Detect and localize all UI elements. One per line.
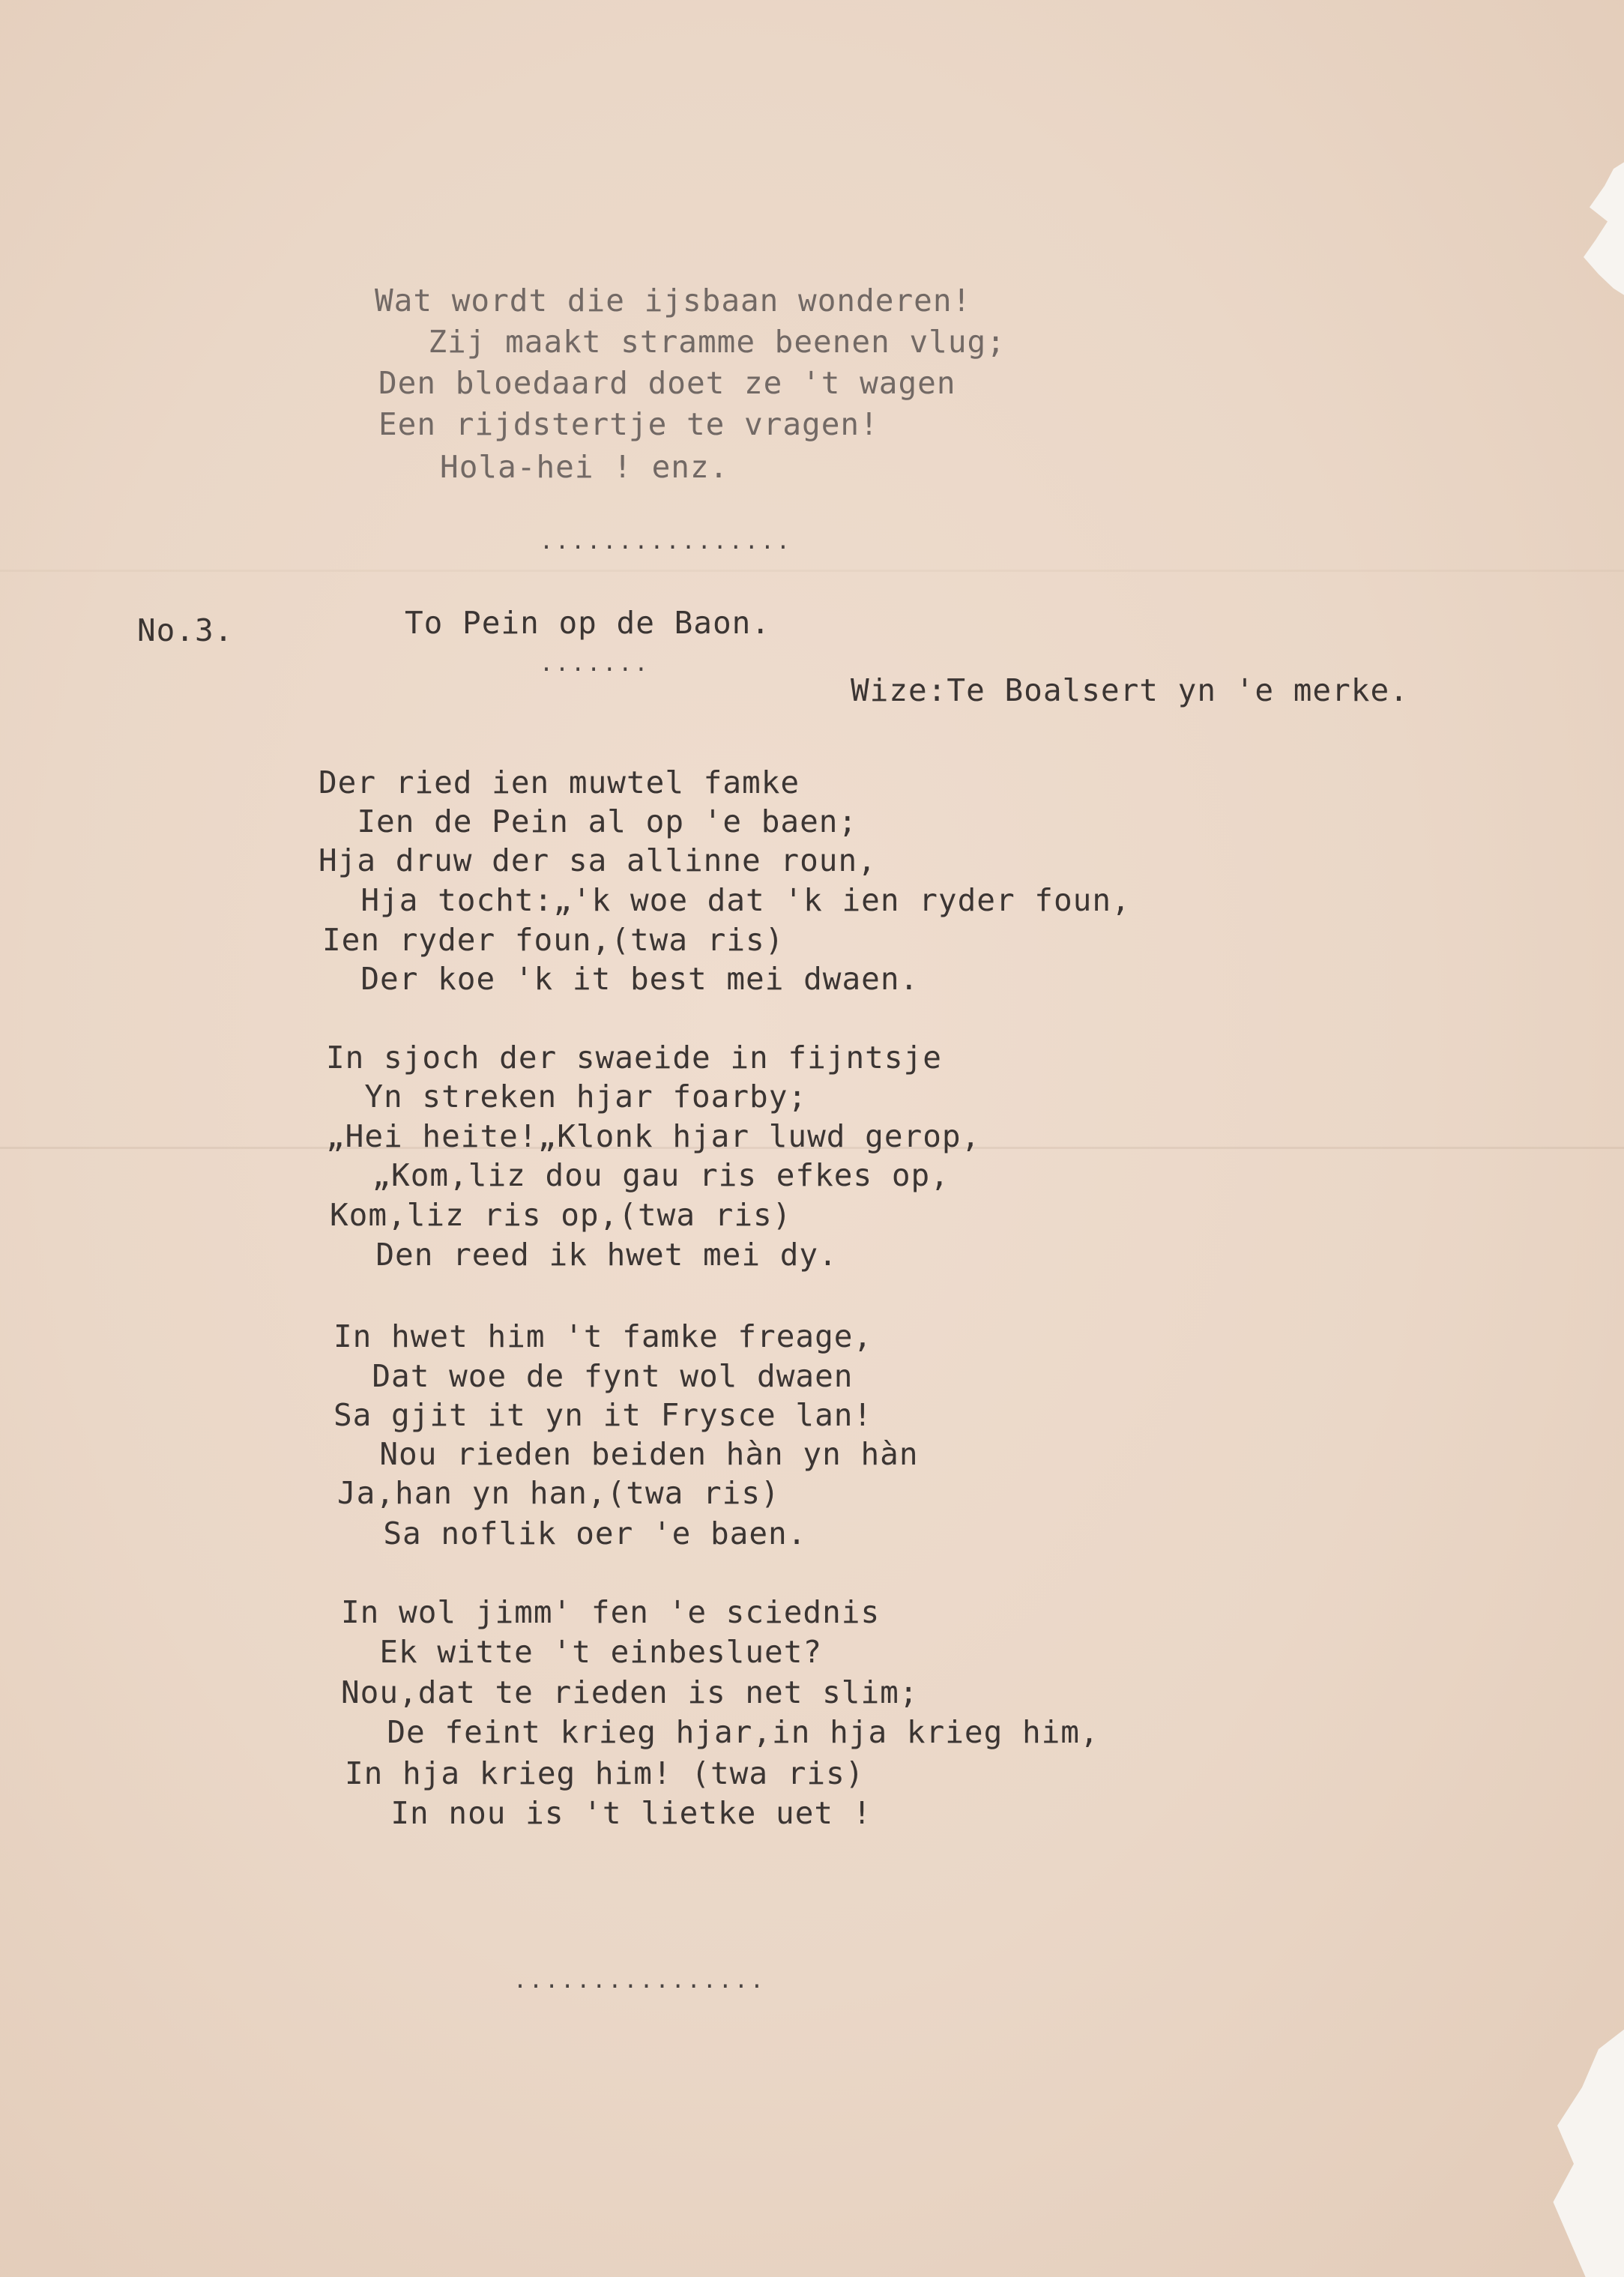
stanza-line: Kom,liz ris op,(twa ris) — [330, 1197, 792, 1233]
stanza-line: Der ried ien muwtel famke — [319, 764, 800, 800]
stanza-line: Ek witte 't einbesluet? — [341, 1634, 823, 1670]
stanza-line: Dat woe de fynt wol dwaen — [333, 1358, 854, 1394]
stanza-line: In hja krieg him! (twa ris) — [345, 1755, 865, 1791]
stanza-line: Der koe 'k it best mei dwaen. — [322, 961, 920, 997]
prev-line: Wat wordt die ijsbaan wonderen! — [375, 283, 972, 319]
stanza-line: In wol jimm' fen 'e sciednis — [341, 1594, 881, 1630]
stanza-line: Yn streken hjar foarby; — [326, 1079, 808, 1115]
song-tune: Wize:Te Boalsert yn 'e merke. — [851, 672, 1409, 708]
stanza-line: Nou rieden beiden hàn yn hàn — [341, 1436, 919, 1472]
stanza-line: „Hei heite!„Klonk hjar luwd gerop, — [326, 1118, 981, 1154]
torn-edge-top — [1572, 157, 1624, 300]
stanza-line: „Kom,liz dou gau ris efkes op, — [333, 1157, 950, 1193]
stanza-line: Sa noflik oer 'e baen. — [345, 1516, 807, 1551]
stanza-line: De feint krieg hjar,in hja krieg him, — [348, 1714, 1099, 1750]
fold-crease — [0, 570, 1624, 572]
stanza-line: Hja tocht:„'k woe dat 'k ien ryder foun, — [322, 882, 1131, 918]
stanza-line: Sa gjit it yn it Frysce lan! — [333, 1397, 873, 1433]
title-separator: ....... — [540, 651, 650, 677]
prev-line: Den bloedaard doet ze 't wagen — [378, 365, 956, 401]
stanza-line: In sjoch der swaeide in fijntsje — [326, 1040, 942, 1076]
prev-line: Zij maakt stramme beenen vlug; — [390, 324, 1006, 360]
stanza-line: In nou is 't lietke uet ! — [352, 1795, 872, 1831]
section-separator: ................ — [540, 528, 792, 555]
prev-line: Een rijdstertje te vragen! — [378, 406, 879, 442]
stanza-line: Ien ryder foun,(twa ris) — [322, 922, 785, 958]
stanza-line: Hja druw der sa allinne roun, — [319, 842, 877, 878]
end-separator: ................ — [513, 1967, 766, 1994]
stanza-line: Ien de Pein al op 'e baen; — [319, 803, 858, 839]
prev-line: Hola-hei ! enz. — [382, 449, 729, 485]
stanza-line: Den reed ik hwet mei dy. — [337, 1237, 838, 1273]
song-number: No.3. — [137, 612, 234, 648]
torn-edge-bottom — [1549, 2024, 1624, 2277]
stanza-line: Ja,han yn han,(twa ris) — [337, 1475, 780, 1511]
stanza-line: In hwet him 't famke freage, — [333, 1318, 873, 1354]
song-title: To Pein op de Baon. — [405, 605, 770, 641]
stanza-line: Nou,dat te rieden is net slim; — [341, 1674, 919, 1710]
